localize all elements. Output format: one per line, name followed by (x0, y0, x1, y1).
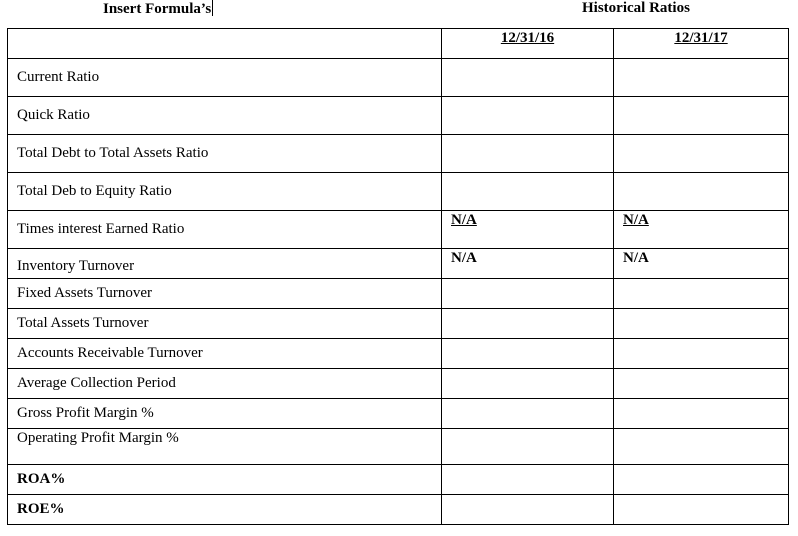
column-header-row (8, 29, 789, 59)
input-cell[interactable] (442, 135, 614, 173)
input-cell[interactable] (614, 309, 789, 339)
input-cell[interactable] (614, 279, 789, 309)
row-label-debt-to-assets: Total Debt to Total Assets Ratio (8, 135, 442, 173)
input-cell[interactable] (442, 279, 614, 309)
input-cell[interactable] (442, 429, 614, 465)
input-cell[interactable] (614, 59, 789, 97)
input-cell[interactable] (614, 135, 789, 173)
row-label-gross-profit-margin: Gross Profit Margin % (8, 399, 442, 429)
input-cell[interactable] (442, 339, 614, 369)
input-cell[interactable] (614, 173, 789, 211)
input-cell[interactable] (614, 399, 789, 429)
table-row (8, 429, 789, 465)
row-label-avg-collection-period: Average Collection Period (8, 369, 442, 399)
row-label-inventory-turnover: Inventory Turnover (8, 249, 442, 279)
column-header-2016: 12/31/16 (442, 29, 614, 59)
input-cell[interactable] (442, 173, 614, 211)
input-cell[interactable] (614, 339, 789, 369)
row-label-ar-turnover: Accounts Receivable Turnover (8, 339, 442, 369)
table-row (8, 59, 789, 97)
input-cell[interactable] (614, 369, 789, 399)
row-label-roa: ROA% (8, 465, 442, 495)
row-label-times-interest-earned: Times interest Earned Ratio (8, 211, 442, 249)
na-cell: N/A (442, 211, 614, 249)
table-row (8, 97, 789, 135)
input-cell[interactable] (614, 97, 789, 135)
row-label-quick-ratio: Quick Ratio (8, 97, 442, 135)
input-cell[interactable] (442, 97, 614, 135)
row-label-fixed-assets-turnover: Fixed Assets Turnover (8, 279, 442, 309)
ratios-table (7, 28, 789, 525)
row-label-roe: ROE% (8, 495, 442, 525)
table-row (8, 339, 789, 369)
historical-ratios-title: Historical Ratios (582, 0, 690, 16)
input-cell[interactable] (614, 465, 789, 495)
text-cursor (212, 0, 213, 16)
na-cell: N/A (614, 249, 789, 279)
table-row (8, 495, 789, 525)
row-label-current-ratio: Current Ratio (8, 59, 442, 97)
table-row (8, 173, 789, 211)
table-row (8, 211, 789, 249)
input-cell[interactable] (442, 495, 614, 525)
table-row (8, 465, 789, 495)
column-header-2017: 12/31/17 (614, 29, 789, 59)
table-row (8, 399, 789, 429)
input-cell[interactable] (442, 59, 614, 97)
input-cell[interactable] (614, 429, 789, 465)
insert-formulas-title: Insert Formula’s (103, 1, 212, 17)
input-cell[interactable] (442, 369, 614, 399)
table-row (8, 369, 789, 399)
na-cell: N/A (614, 211, 789, 249)
table-row (8, 135, 789, 173)
table-row (8, 249, 789, 279)
input-cell[interactable] (442, 309, 614, 339)
row-label-debt-to-equity: Total Deb to Equity Ratio (8, 173, 442, 211)
input-cell[interactable] (442, 465, 614, 495)
na-cell: N/A (442, 249, 614, 279)
row-label-operating-profit-margin: Operating Profit Margin % (8, 429, 442, 465)
table-row (8, 309, 789, 339)
table-row (8, 279, 789, 309)
input-cell[interactable] (614, 495, 789, 525)
input-cell[interactable] (442, 399, 614, 429)
blank-header-cell (8, 29, 442, 59)
row-label-total-assets-turnover: Total Assets Turnover (8, 309, 442, 339)
